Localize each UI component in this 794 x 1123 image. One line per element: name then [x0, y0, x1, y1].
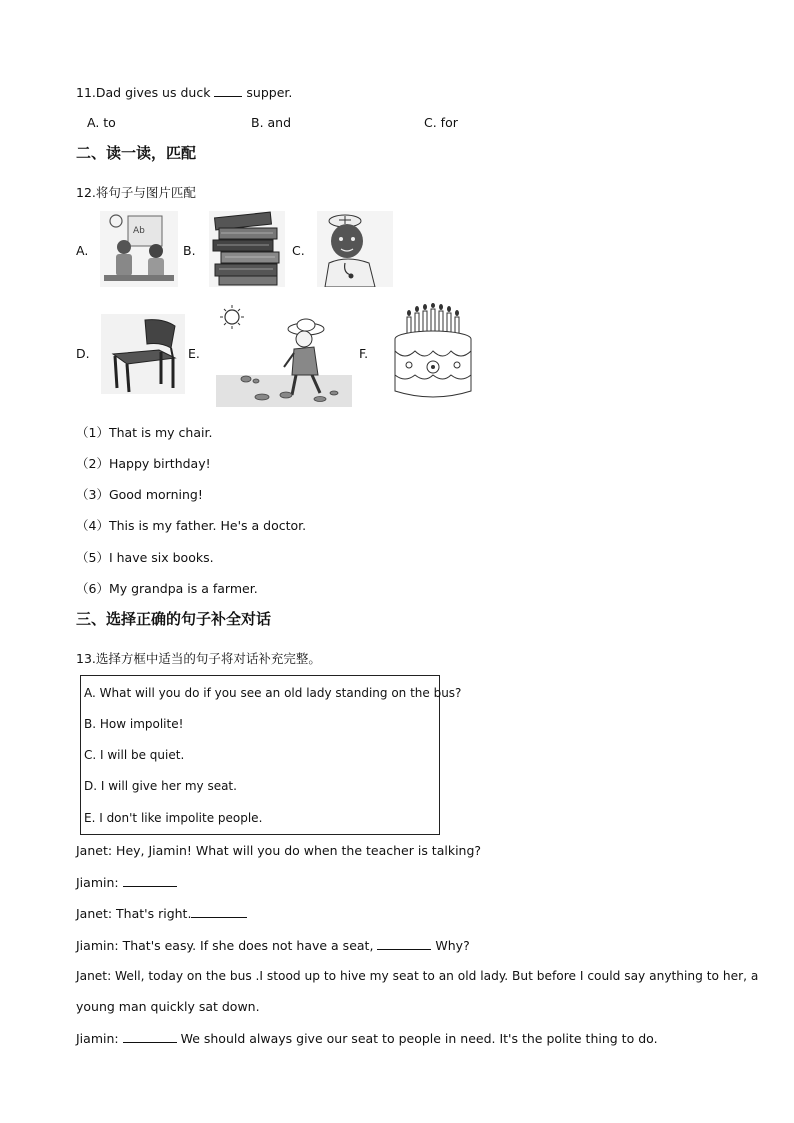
dialogue-line-7	[76, 1030, 658, 1047]
q11-option-b[interactable]: B. and	[251, 115, 292, 130]
dialogue-line-7-before: Jiamin:	[76, 1031, 119, 1046]
dialogue-line-4-after: Why?	[435, 938, 470, 953]
q11-stem	[76, 84, 292, 101]
q11-blank[interactable]	[214, 84, 242, 97]
q12-sentence-4: （4）This is my father. He's a doctor.	[76, 518, 307, 533]
svg-text:Ab: Ab	[133, 226, 145, 236]
picture-label-e: E.	[188, 346, 200, 361]
q13-choice-c: C. I will be quiet.	[84, 748, 185, 762]
dialogue-blank-4[interactable]	[123, 1030, 177, 1043]
q12-sentence-5: （5）I have six books.	[76, 550, 214, 565]
q11-stem-before: 11.Dad gives us duck	[76, 85, 211, 100]
q11-stem-after: supper.	[246, 85, 293, 100]
q13-choice-e: E. I don't like impolite people.	[84, 811, 263, 825]
picture-label-d: D.	[76, 346, 90, 361]
q12-sentence-2: （2）Happy birthday!	[76, 456, 211, 471]
q12-sentence-3: （3）Good morning!	[76, 487, 203, 502]
dialogue-line-4-before: Jiamin: That's easy. If she does not have a seat,	[76, 938, 374, 953]
picture-label-a: A.	[76, 243, 89, 258]
q13-choice-b: B. How impolite!	[84, 717, 184, 731]
farmer-field-picture	[216, 303, 352, 407]
section-2-heading: 二、读一读，匹配	[76, 144, 197, 162]
q12-sentence-6: （6）My grandpa is a farmer.	[76, 581, 258, 596]
dialogue-blank-1[interactable]	[123, 874, 177, 887]
q11-option-c[interactable]: C. for	[424, 115, 458, 130]
dialogue-line-2	[76, 874, 177, 891]
dialogue-line-2-speaker: Jiamin:	[76, 875, 119, 890]
dialogue-blank-3[interactable]	[377, 937, 431, 950]
doctor-picture	[317, 211, 393, 287]
picture-label-b: B.	[183, 243, 196, 258]
children-classroom-picture	[100, 211, 178, 287]
q13-choice-a: A. What will you do if you see an old lady standing on the bus?	[84, 686, 462, 700]
chair-picture	[101, 314, 185, 394]
dialogue-line-3	[76, 905, 247, 922]
picture-label-c: C.	[292, 243, 305, 258]
dialogue-line-5: Janet: Well, today on the bus .I stood up to hive my seat to an old lady. But before I could say anything to her, a	[76, 969, 759, 983]
dialogue-line-3-text: Janet: That's right.	[76, 906, 192, 921]
birthday-cake-picture	[389, 303, 477, 405]
q13-choice-d: D. I will give her my seat.	[84, 779, 237, 793]
dialogue-line-6: young man quickly sat down.	[76, 999, 260, 1014]
book-stack-picture	[209, 211, 285, 287]
q11-option-a[interactable]: A. to	[87, 115, 116, 130]
picture-label-f: F.	[359, 346, 369, 361]
dialogue-line-4	[76, 937, 470, 954]
dialogue-line-7-after: We should always give our seat to people in need. It's the polite thing to do.	[180, 1031, 658, 1046]
dialogue-line-1: Janet: Hey, Jiamin! What will you do when the teacher is talking?	[76, 843, 482, 858]
section-3-heading: 三、选择正确的句子补全对话	[76, 610, 272, 628]
q12-sentence-1: （1）That is my chair.	[76, 425, 213, 440]
q12-prompt: 12.将句子与图片匹配	[76, 185, 196, 200]
dialogue-blank-2[interactable]	[191, 905, 247, 918]
q13-prompt: 13.选择方框中适当的句子将对话补充完整。	[76, 651, 321, 666]
